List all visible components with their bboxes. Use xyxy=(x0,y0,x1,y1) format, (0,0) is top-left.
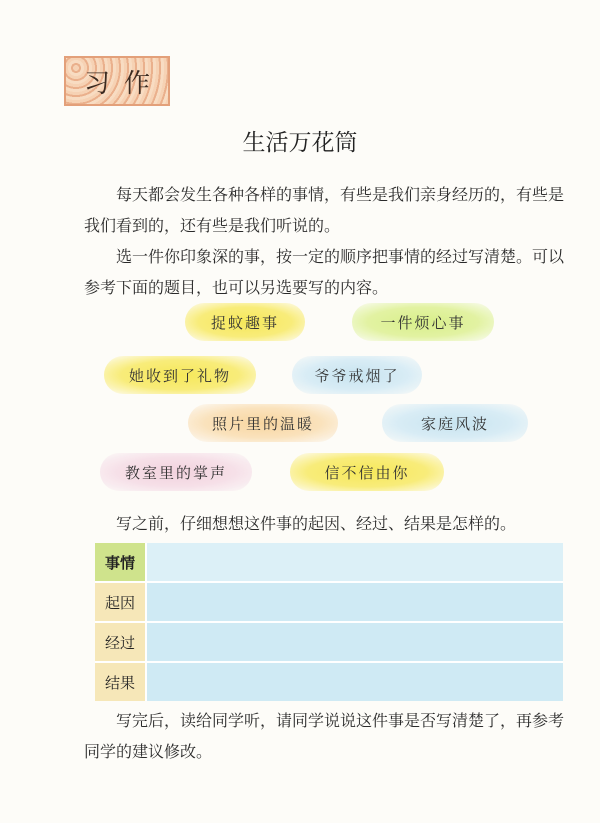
topic-pill-annoying-thing: 一件烦心事 xyxy=(352,303,494,341)
row-label-cause: 起因 xyxy=(95,583,147,621)
table-row xyxy=(95,623,563,663)
row-label-process: 经过 xyxy=(95,623,147,661)
planning-paragraph: 写之前，仔细想想这件事的起因、经过、结果是怎样的。 xyxy=(116,514,517,533)
page-title: 生活万花筒 xyxy=(242,130,358,156)
story-outline-table xyxy=(95,543,563,701)
topic-pill-applause-in-classroom: 教室里的掌声 xyxy=(100,453,252,491)
blank-cell xyxy=(147,543,563,581)
topic-pill-catching-mosquitoes: 捉蚊趣事 xyxy=(185,303,305,341)
topic-pill-believe-it-or-not: 信不信由你 xyxy=(290,453,444,491)
table-row xyxy=(95,583,563,623)
table-row xyxy=(95,543,563,583)
intro-paragraph: 每天都会发生各种各样的事情，有些是我们亲身经历的，有些是我们看到的，还有些是我们听说的。 xyxy=(84,185,565,235)
topic-pill-warmth-in-photo: 照片里的温暖 xyxy=(188,404,338,442)
table-row xyxy=(95,663,563,701)
row-label-result: 结果 xyxy=(95,663,147,701)
topic-pill-grandpa-quit-smoking: 爷爷戒烟了 xyxy=(292,356,422,394)
blank-cell xyxy=(147,623,563,661)
revision-paragraph: 写完后，读给同学听，请同学说说这件事是否写清楚了，再参考同学的建议修改。 xyxy=(84,711,565,761)
blank-cell xyxy=(147,663,563,701)
blank-cell xyxy=(147,583,563,621)
section-tag-label: 习作 xyxy=(83,68,164,99)
section-tag xyxy=(64,56,170,106)
row-label-event: 事情 xyxy=(95,543,147,581)
topic-pill-family-storm: 家庭风波 xyxy=(382,404,528,442)
topic-pill-she-got-a-gift: 她收到了礼物 xyxy=(104,356,256,394)
instruction-paragraph: 选一件你印象深的事，按一定的顺序把事情的经过写清楚。可以参考下面的题目，也可以另选要写的内容。 xyxy=(84,247,565,297)
